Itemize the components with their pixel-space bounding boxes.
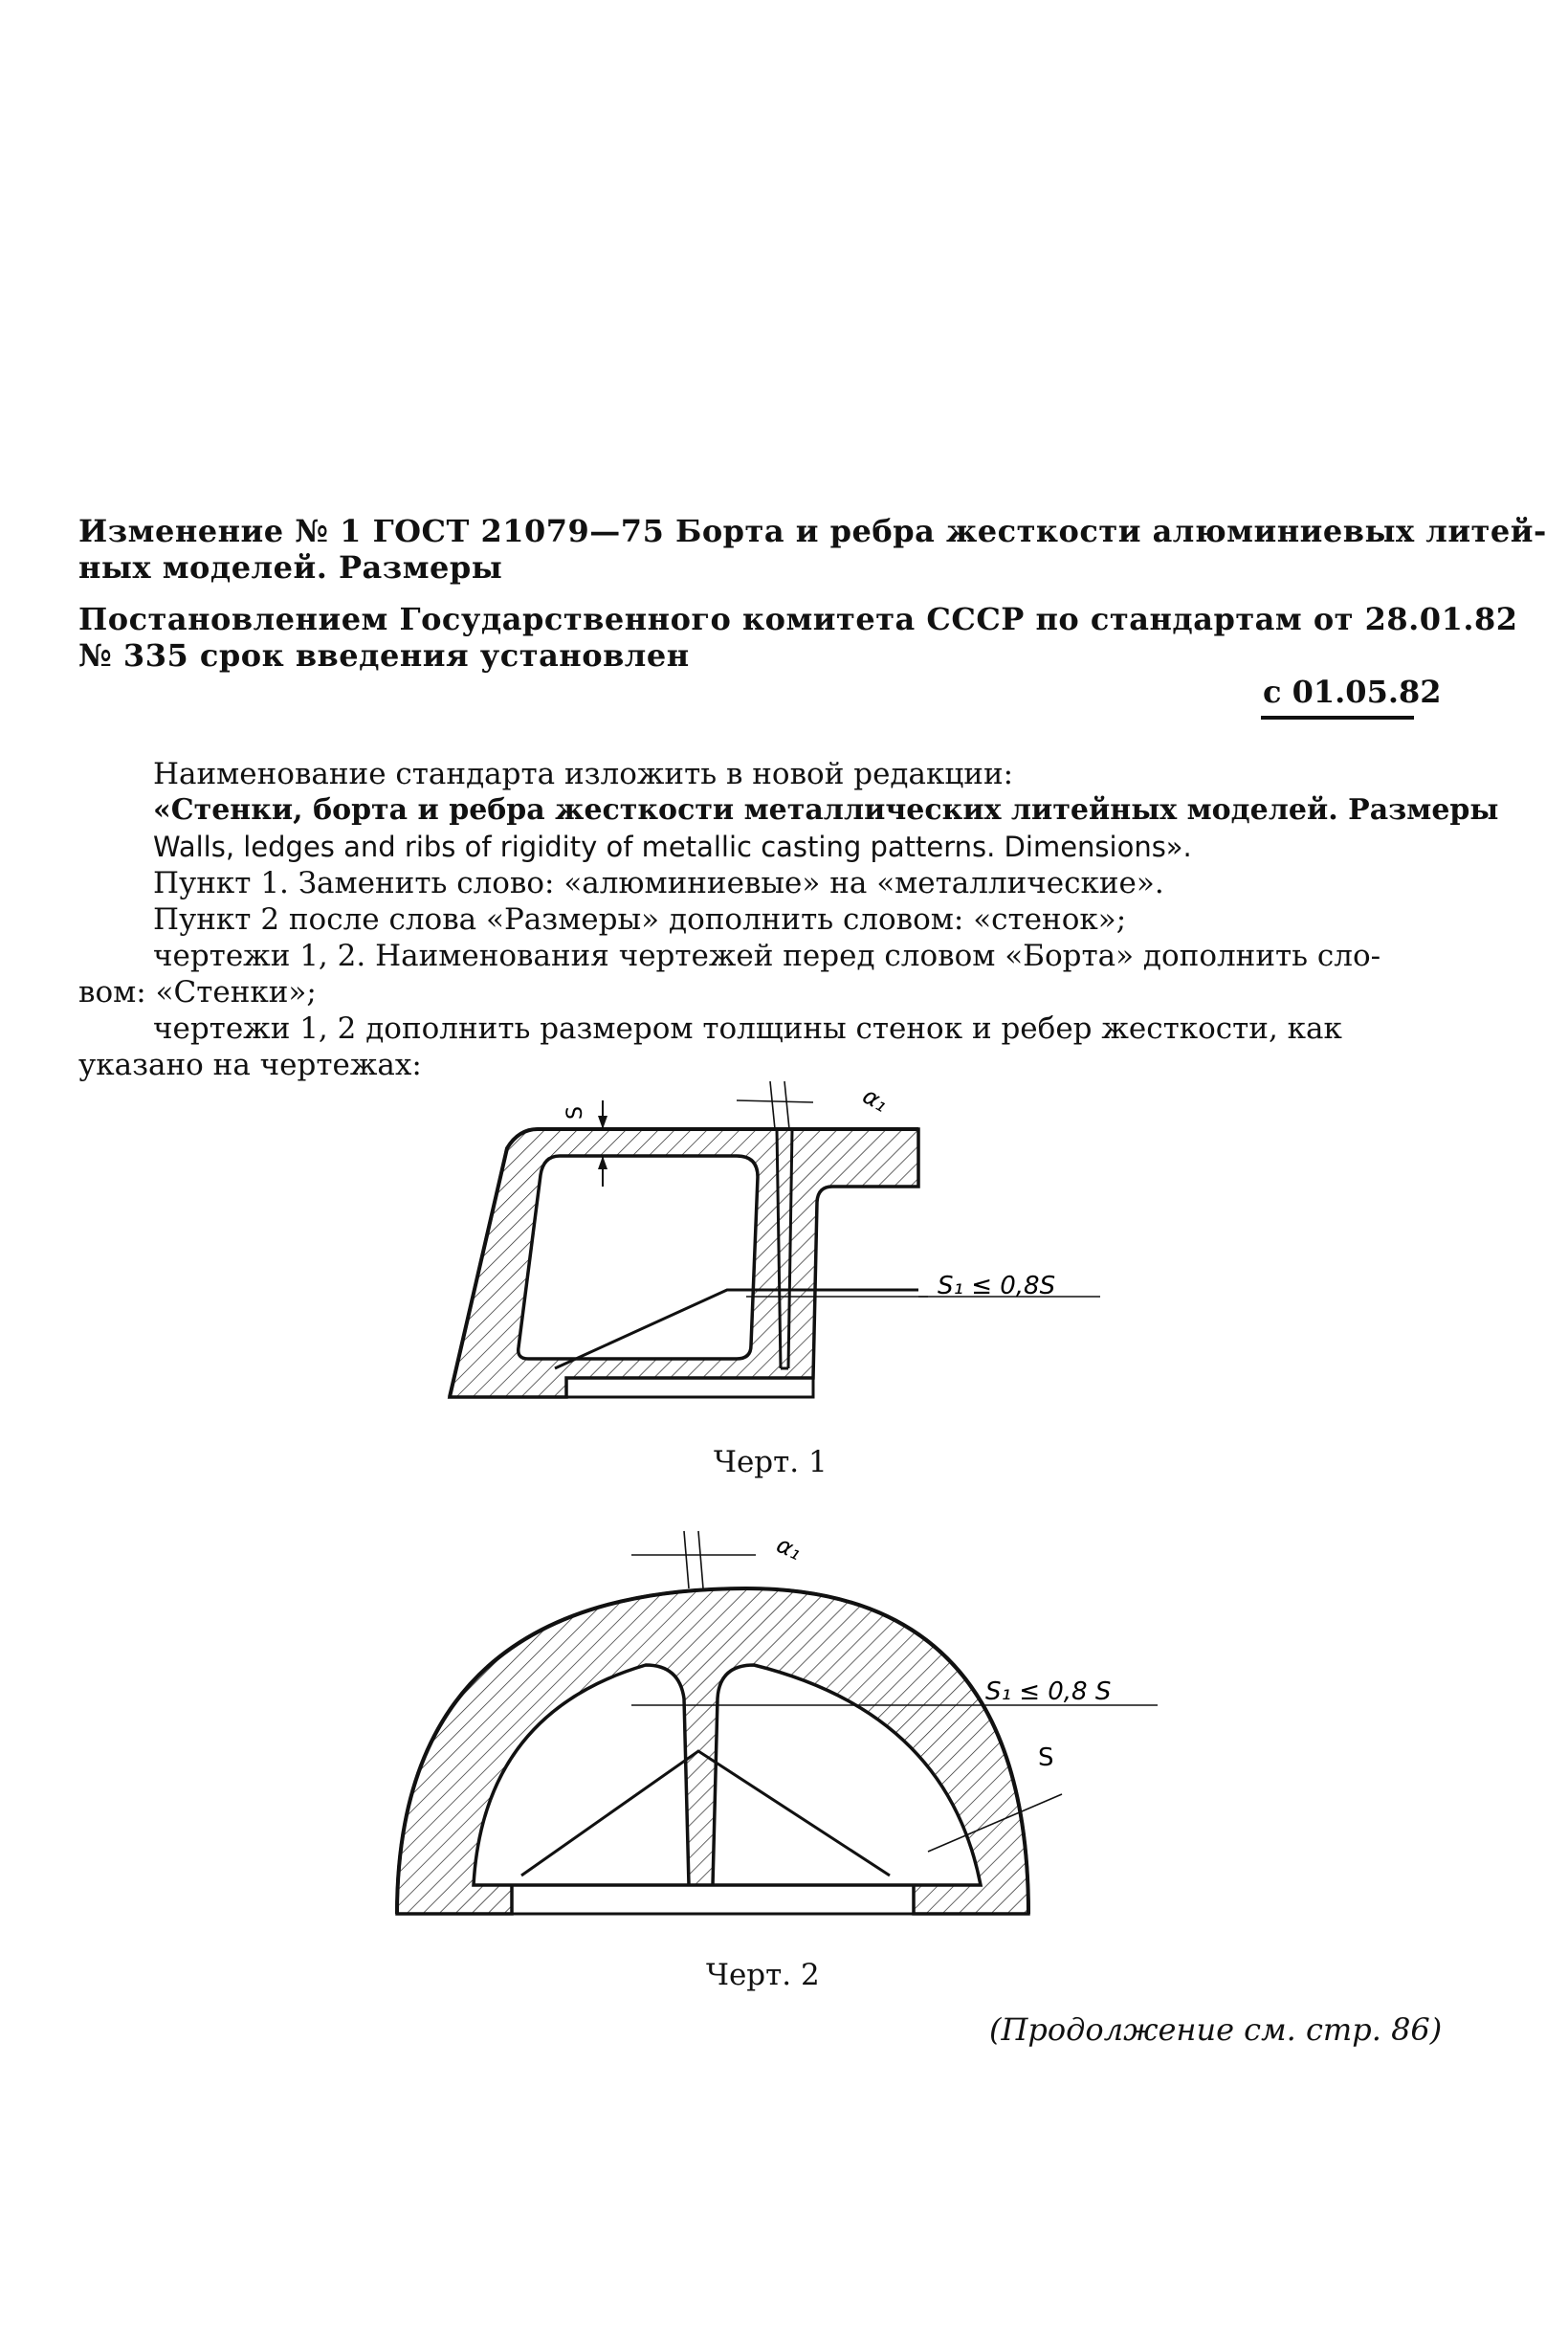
paragraph-item-1: Пункт 1. Заменить слово: «алюминиевые» на «металлические».: [153, 866, 1164, 900]
drawing-2-label-s: S: [1038, 1743, 1054, 1772]
decree-line1: Постановлением Государственного комитета СССР по стандартам от 28.01.82: [78, 601, 1518, 637]
amendment-body: [78, 756, 1499, 1083]
paragraph-item-2: Пункт 2 после слова «Размеры» дополнить словом: «стенок»;: [153, 902, 1127, 937]
drawing-1-dim-line: [737, 1100, 813, 1102]
paragraph-drawings-names-cont: вом: «Стенки»;: [78, 975, 317, 1010]
amendment-title-line2: ных моделей. Размеры: [78, 549, 503, 586]
drawing-2-dim-line: [684, 1531, 689, 1588]
drawing-2-hatched-section: [397, 1588, 1028, 1914]
drawing-1-dim-line: [784, 1081, 789, 1129]
drawing-2-label-alpha: α₁: [772, 1531, 806, 1566]
amendment-title-line1: Изменение № 1 ГОСТ 21079—75 Борта и ребра жесткости алюминиевых литей-: [78, 513, 1547, 549]
drawing-1-label-alpha: α₁: [858, 1081, 894, 1118]
drawing-1-hatched-section: [450, 1129, 918, 1397]
drawing-1-arrow: [598, 1116, 607, 1129]
drawing-1-caption: Черт. 1: [714, 1445, 828, 1479]
paragraph-new-title-ru: «Стенки, борта и ребра жесткости металлических литейных моделей. Размеры: [153, 793, 1499, 827]
drawing-2: [392, 1521, 1167, 1933]
effective-date-underline: [1261, 716, 1414, 720]
drawing-2-caption: Черт. 2: [706, 1958, 820, 1992]
drawing-1-dim-line: [770, 1081, 775, 1129]
paragraph-new-title-en: Walls, ledges and ribs of rigidity of metallic casting patterns. Dimensions».: [153, 831, 1192, 863]
drawing-2-dim-line: [698, 1531, 703, 1588]
paragraph-drawings-dims: чертежи 1, 2 дополнить размером толщины стенок и ребер жесткости, как: [153, 1011, 1342, 1046]
drawing-2-flange: [512, 1885, 914, 1914]
drawing-1: [431, 1081, 1119, 1426]
paragraph-drawings-dims-cont: указано на чертежах:: [78, 1048, 422, 1082]
continuation-note: (Продолжение см. стр. 86): [989, 2011, 1443, 2048]
paragraph-drawings-names: чертежи 1, 2. Наименования чертежей перед словом «Борта» дополнить сло-: [153, 939, 1381, 973]
drawing-1-rib: [555, 1290, 918, 1368]
decree-line2: № 335 срок введения установлен: [78, 637, 690, 674]
drawing-1-flange: [566, 1378, 813, 1397]
drawing-1-label-formula: S₁ ≤ 0,8S: [938, 1272, 1056, 1300]
drawing-1-label-s: S: [563, 1106, 587, 1120]
effective-date: с 01.05.82: [1263, 674, 1442, 710]
paragraph-title-change: Наименование стандарта изложить в новой редакции:: [153, 757, 1014, 791]
amendment-title: [78, 513, 1547, 586]
drawing-2-label-formula: S₁ ≤ 0,8 S: [985, 1677, 1112, 1706]
decree-block: [78, 601, 1518, 674]
drawing-1-arrow: [598, 1156, 607, 1169]
